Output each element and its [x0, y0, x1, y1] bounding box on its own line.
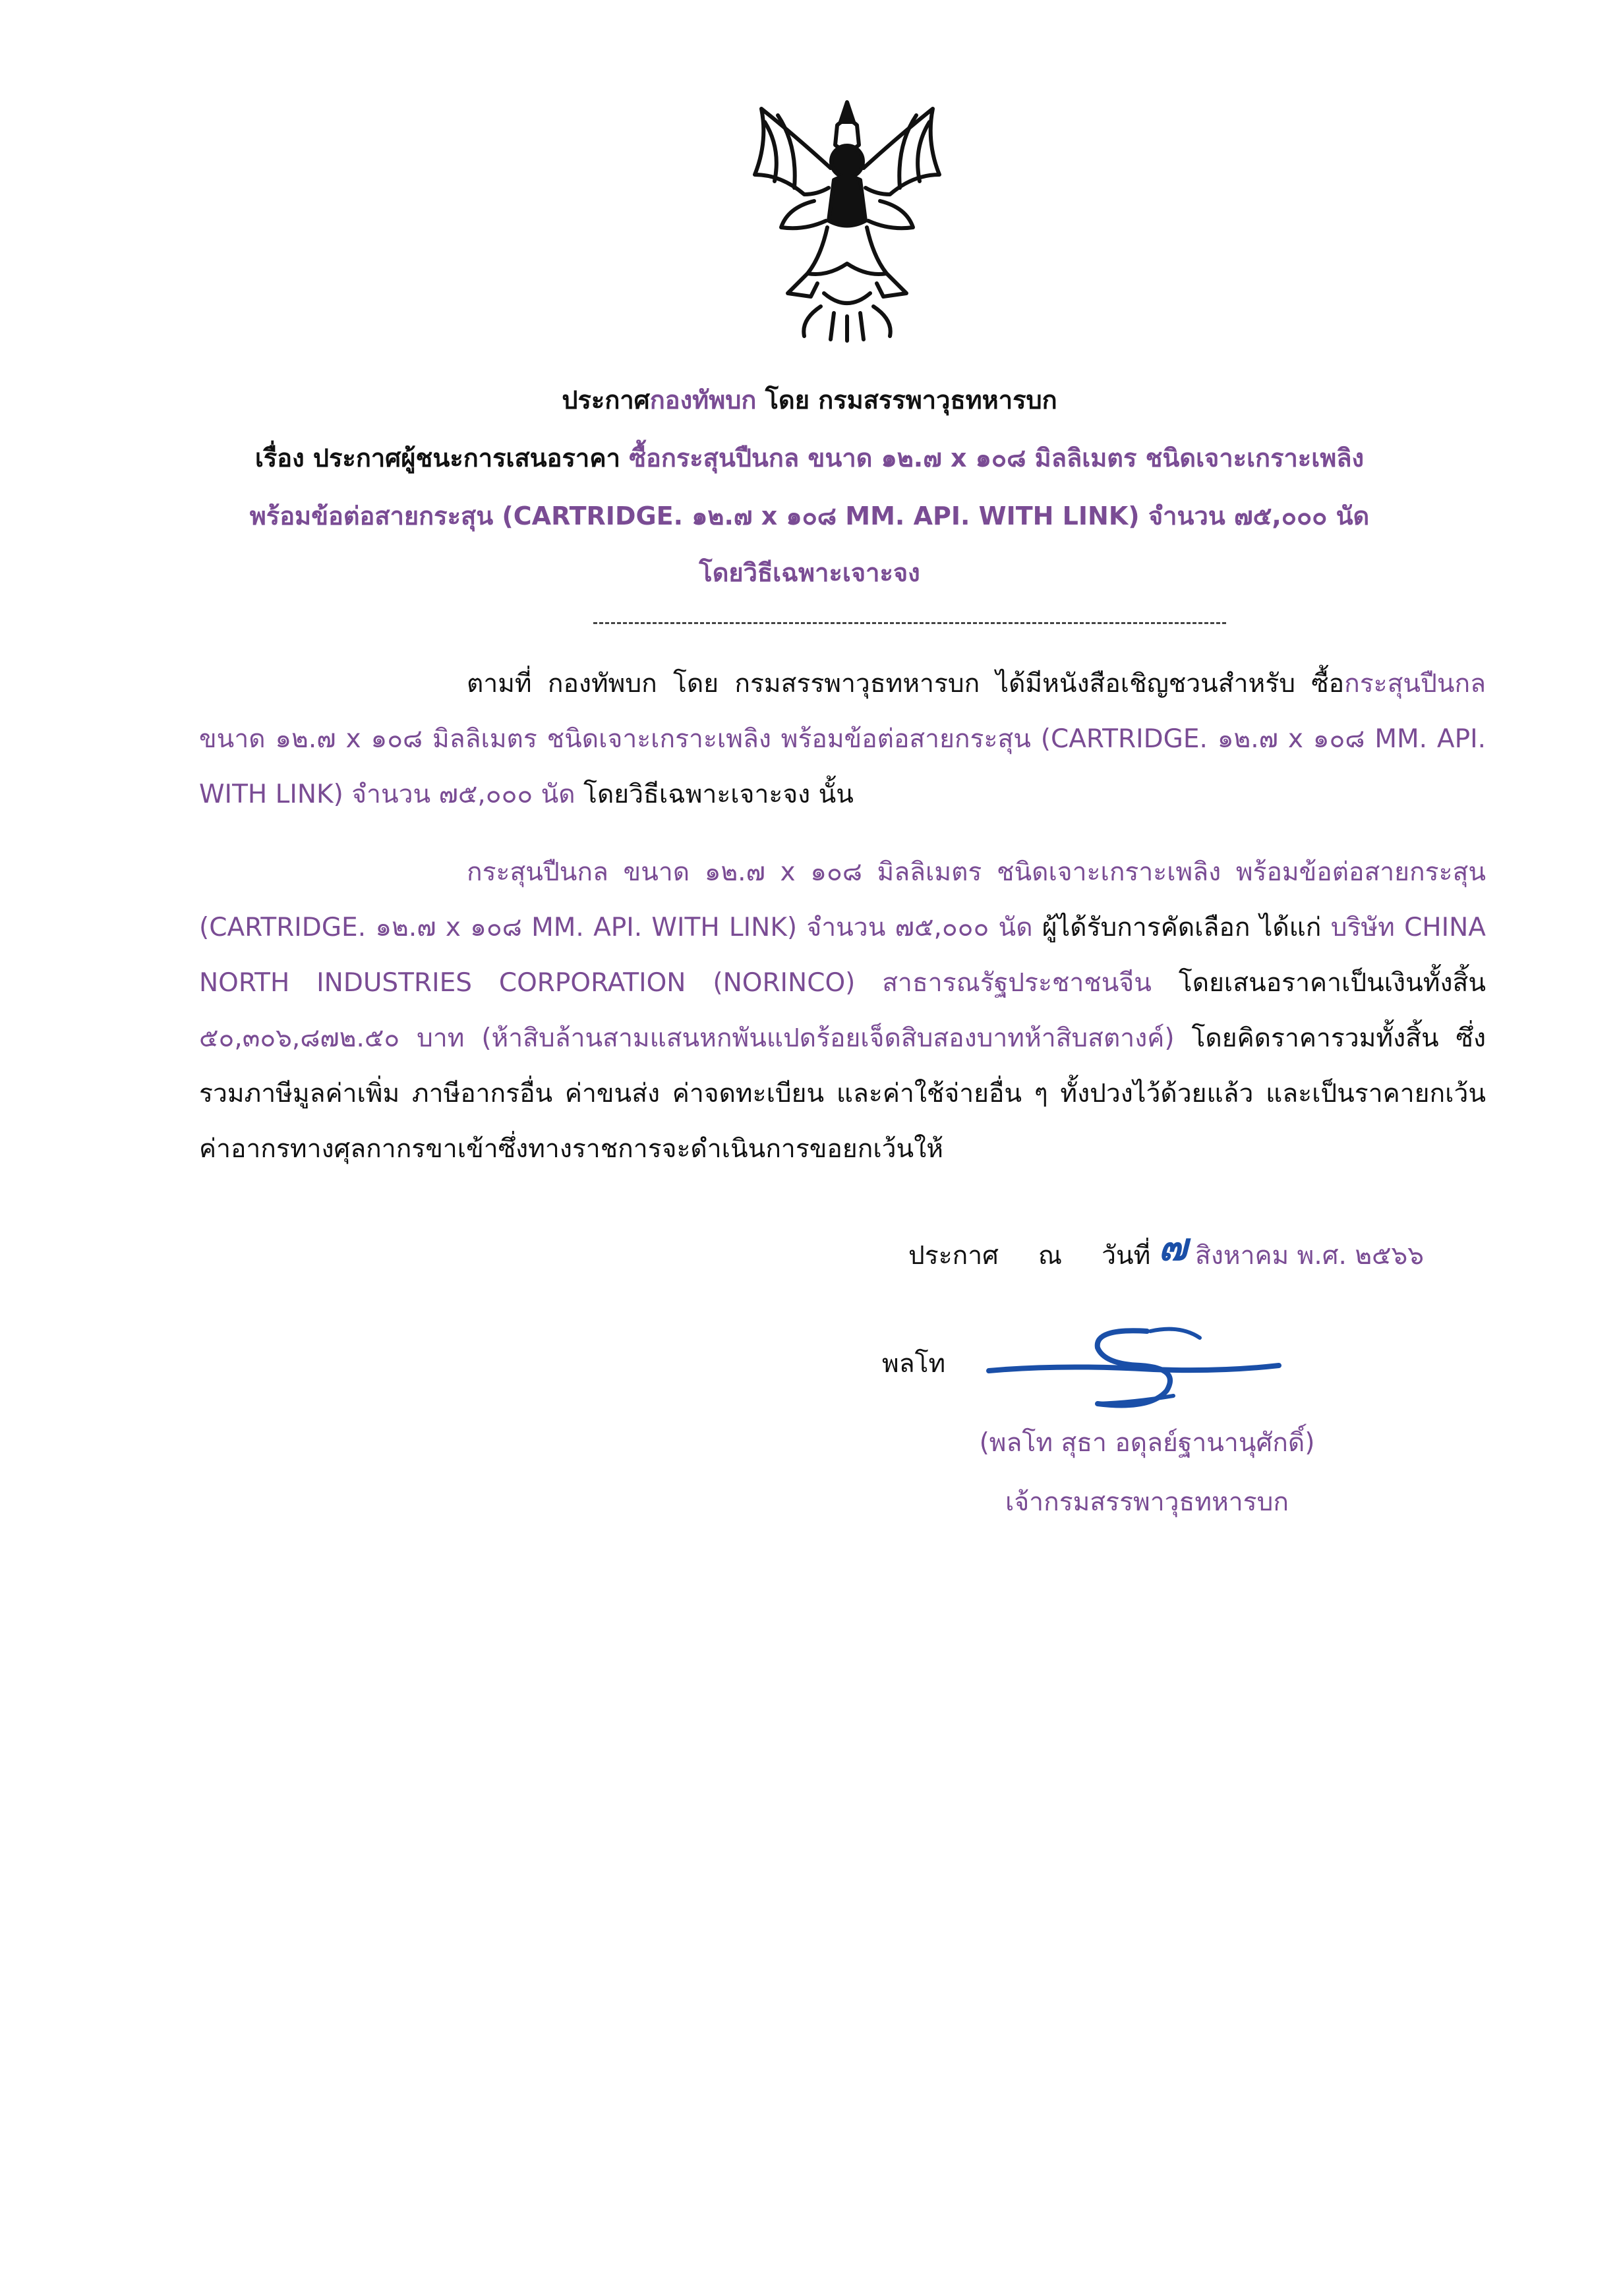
winning-company: บริษัท CHINA NORTH INDUSTRIES CORPORATION (NORINCO) สาธารณรัฐประชาชนจีน: [199, 913, 1486, 998]
signatory-name: (พลโท สุธา อดุลย์ฐานานุศักดิ์): [979, 1428, 1315, 1458]
at-label: ณ: [1038, 1241, 1063, 1271]
divider: [593, 622, 1226, 624]
item-description: กระสุนปืนกล ขนาด ๑๒.๗ x ๑๐๘ มิลลิเมตร ชนิดเจาะเกราะเพลิง พร้อมข้อต่อสายกระสุน (CARTRIDGE. ๑๒.๗ x ๑๐๘ MM. API. WITH LINK) จำนวน ๗๕,๐๐๐ นัด: [199, 857, 1486, 942]
day-label: วันที่: [1102, 1241, 1151, 1271]
award-amount: ๕๐,๓๐๖,๘๗๒.๕๐ บาท (ห้าสิบล้านสามแสนหกพันแปดร้อยเจ็ดสิบสองบาทห้าสิบสตางค์): [199, 1023, 1175, 1053]
paragraph-award: กระสุนปืนกล ขนาด ๑๒.๗ x ๑๐๘ มิลลิเมตร ชนิดเจาะเกราะเพลิง พร้อมข้อต่อสายกระสุน (CARTRIDGE. ๑๒.๗ x ๑๐๘ MM. API. WITH LINK) จำนวน ๗๕,๐๐๐ นัด ผู้ได้รับการคัดเลือก ได้แก่ บริษัท CHINA NORTH INDUSTRIES CORPORATION (NORINCO) สาธารณรัฐประชาชนจีน โดยเสนอราคาเป็นเงินทั้งสิ้น ๕๐,๓๐๖,๘๗๒.๕๐ บาท (ห้าสิบล้านสามแสนหกพันแปดร้อยเจ็ดสิบสองบาทห้าสิบสตางค์) โดยคิดราคารวมทั้งสิ้น ซึ่งรวมภาษีมูลค่าเพิ่ม ภาษีอากรอื่น ค่าขนส่ง ค่าจดทะเบียน และค่าใช้จ่ายอื่น ๆ ทั้งปวงไว้ด้วยแล้ว และเป็นราคายกเว้นค่าอากรทางศุลกากรขาเข้าซึ่งทางราชการจะดำเนินการขอยกเว้นให้: [199, 857, 1487, 1164]
signatory-title: เจ้ากรมสรรพาวุธทหารบก: [1005, 1487, 1289, 1517]
subject-item-continued: พร้อมข้อต่อสายกระสุน (CARTRIDGE. ๑๒.๗ x ๑๐๘ MM. API. WITH LINK) จำนวน ๗๕,๐๐๐ นัด: [249, 502, 1370, 531]
announcement-title: ประกาศกองทัพบก โดย กรมสรรพาวุธทหารบก: [562, 386, 1057, 415]
garuda-emblem: [742, 96, 953, 346]
unit-name: กองทัพบก: [649, 386, 757, 415]
subject-method: โดยวิธีเฉพาะเจาะจง: [699, 558, 920, 587]
announcement-date: [908, 1224, 1425, 1276]
paragraph-invitation: ตามที่ กองทัพบก โดย กรมสรรพาวุธทหารบก ได้มีหนังสือเชิญชวนสำหรับ ซื้อกระสุนปืนกล ขนาด ๑๒.๗ x ๑๐๘ มิลลิเมตร ชนิดเจาะเกราะเพลิง พร้อมข้อต่อสายกระสุน (CARTRIDGE. ๑๒.๗ x ๑๐๘ MM. API. WITH LINK) จำนวน ๗๕,๐๐๐ นัด โดยวิธีเฉพาะเจาะจง นั้น: [199, 669, 1486, 809]
subject-line: เรื่อง ประกาศผู้ชนะการเสนอราคา ซื้อกระสุนปืนกล ขนาด ๑๒.๗ x ๑๐๘ มิลลิเมตร ชนิดเจาะเกราะเพลิง: [254, 444, 1365, 473]
signatory-rank: พลโท: [882, 1349, 946, 1379]
handwritten-day: ๗: [1158, 1224, 1188, 1269]
handwritten-signature: [982, 1311, 1285, 1417]
subject-item: ซื้อกระสุนปืนกล ขนาด ๑๒.๗ x ๑๐๘ มิลลิเมตร ชนิดเจาะเกราะเพลิง: [629, 444, 1365, 473]
month-year: สิงหาคม พ.ศ. ๒๕๖๖: [1195, 1241, 1425, 1271]
item-description: กระสุนปืนกล ขนาด ๑๒.๗ x ๑๐๘ มิลลิเมตร ชนิดเจาะเกราะเพลิง พร้อมข้อต่อสายกระสุน (CARTRIDGE. ๑๒.๗ x ๑๐๘ MM. API. WITH LINK) จำนวน ๗๕,๐๐๐ นัด: [199, 669, 1486, 809]
announce-label: ประกาศ: [908, 1241, 999, 1271]
